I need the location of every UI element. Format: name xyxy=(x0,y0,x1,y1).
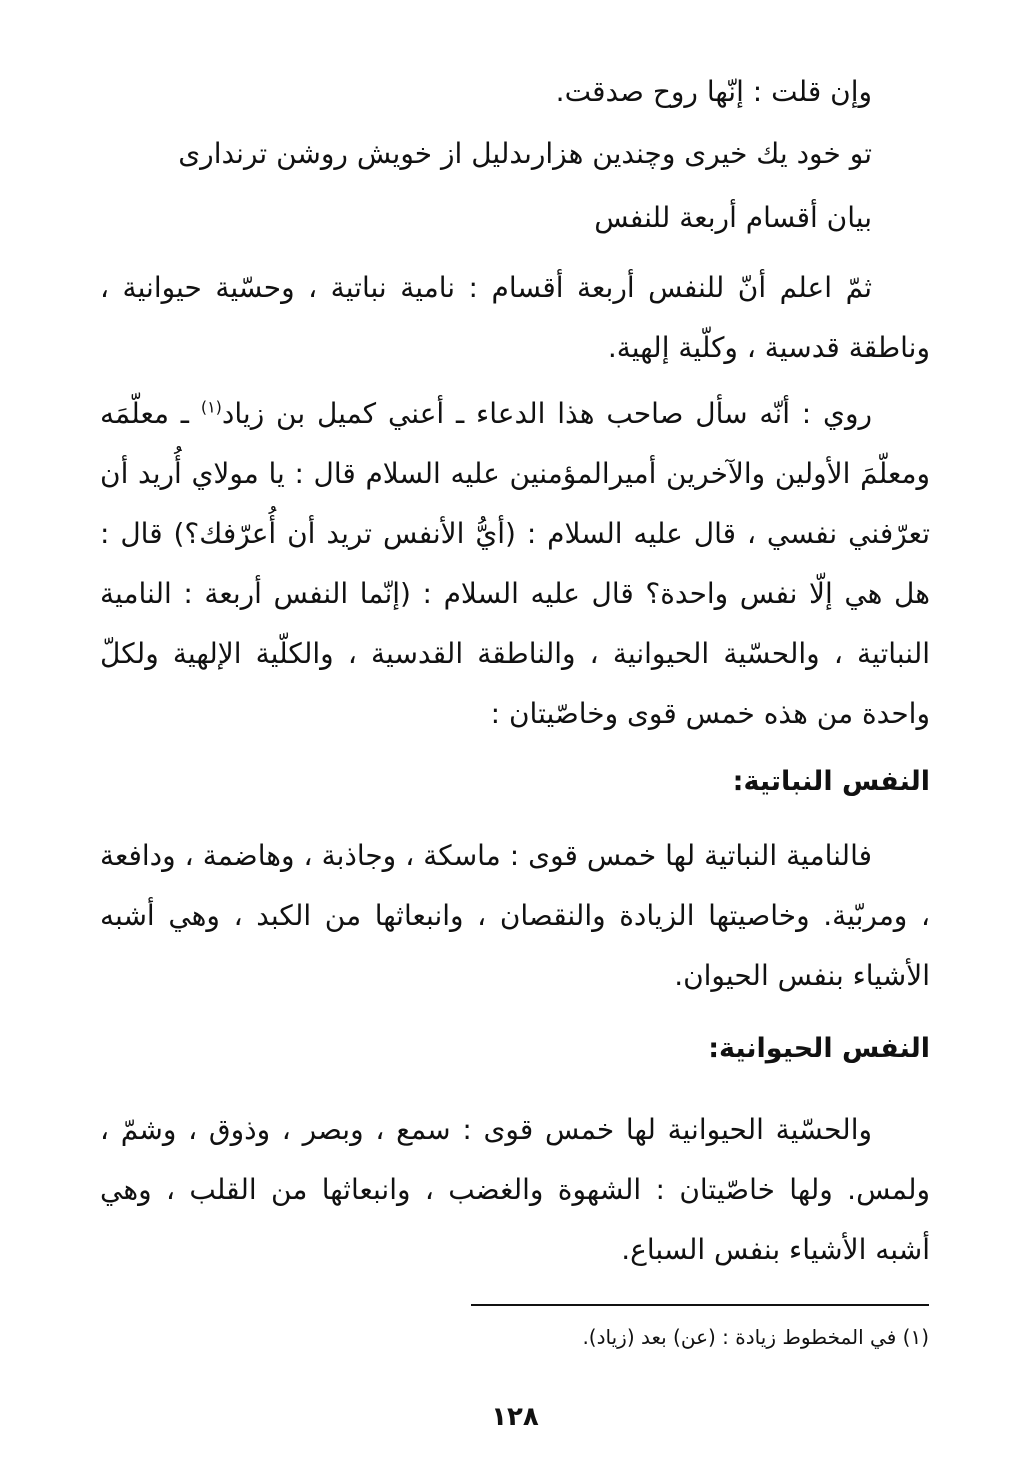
footnote-text: (١) في المخطوط زيادة : (عن) بعد (زياد). xyxy=(582,1325,929,1349)
footnote-ref: (١) xyxy=(200,397,222,417)
paragraph-kumayl-narration xyxy=(100,384,930,744)
heading-animal-soul: النفس الحيوانية: xyxy=(708,1033,930,1064)
heading-vegetative-soul: النفس النباتية: xyxy=(732,766,930,797)
paragraph-four-parts: ثمّ اعلم أنّ للنفس أربعة أقسام : نامية نباتية ، وحسّية حيوانية ، وناطقة قدسية ، وكلّية إلهية. xyxy=(100,271,930,364)
paragraph-vegetative-soul: فالنامية النباتية لها خمس قوى : ماسكة ، وجاذبة ، وهاضمة ، ودافعة ، ومربّية. وخاصيتها الزيادة والنقصان ، وانبعاثها من الكبد ، وهي أشبه الأشياء بنفس الحيوان. xyxy=(100,839,930,992)
paragraph-animal-soul: والحسّية الحيوانية لها خمس قوى : سمع ، وبصر ، وذوق ، وشمّ ، ولمس. ولها خاصّيتان : الشهوة والغضب ، وانبعاثها من القلب ، وهي أشبه الأشياء بنفس السباع. xyxy=(100,1113,930,1266)
narration-text-start: روي : أنّه سأل صاحب هذا الدعاء ـ أعني كميل بن زياد xyxy=(221,397,872,430)
paragraph-persian-verse: تو خود يك خيرى وچندين هزارىدليل از خويش روشن ترندارى xyxy=(178,137,872,170)
narration-text-rest: ـ معلّمَه ومعلّمَ الأولين والآخرين أميرالمؤمنين عليه السلام قال : يا مولاي أُريد أن تعرّفني نفسي ، قال عليه السلام : (أيُّ الأنفس تريد أن أُعرّفك؟) قال : هل هي إلّا نفس واحدة؟ قال عليه السلام : (إنّما النفس أربعة : النامية النباتية ، والحسّية الحيوانية ، والناطقة القدسية ، والكلّية الإلهية ولكلّ واحدة من هذه خمس قوى وخاصّيتان : xyxy=(100,397,930,730)
page-number: ١٢٨ xyxy=(491,1402,539,1432)
section-title-four-parts: بيان أقسام أربعة للنفس xyxy=(594,201,872,234)
footnote-divider xyxy=(471,1304,929,1306)
paragraph-poem-line-1: وإن قلت : إنّها روح صدقت. xyxy=(555,75,872,108)
